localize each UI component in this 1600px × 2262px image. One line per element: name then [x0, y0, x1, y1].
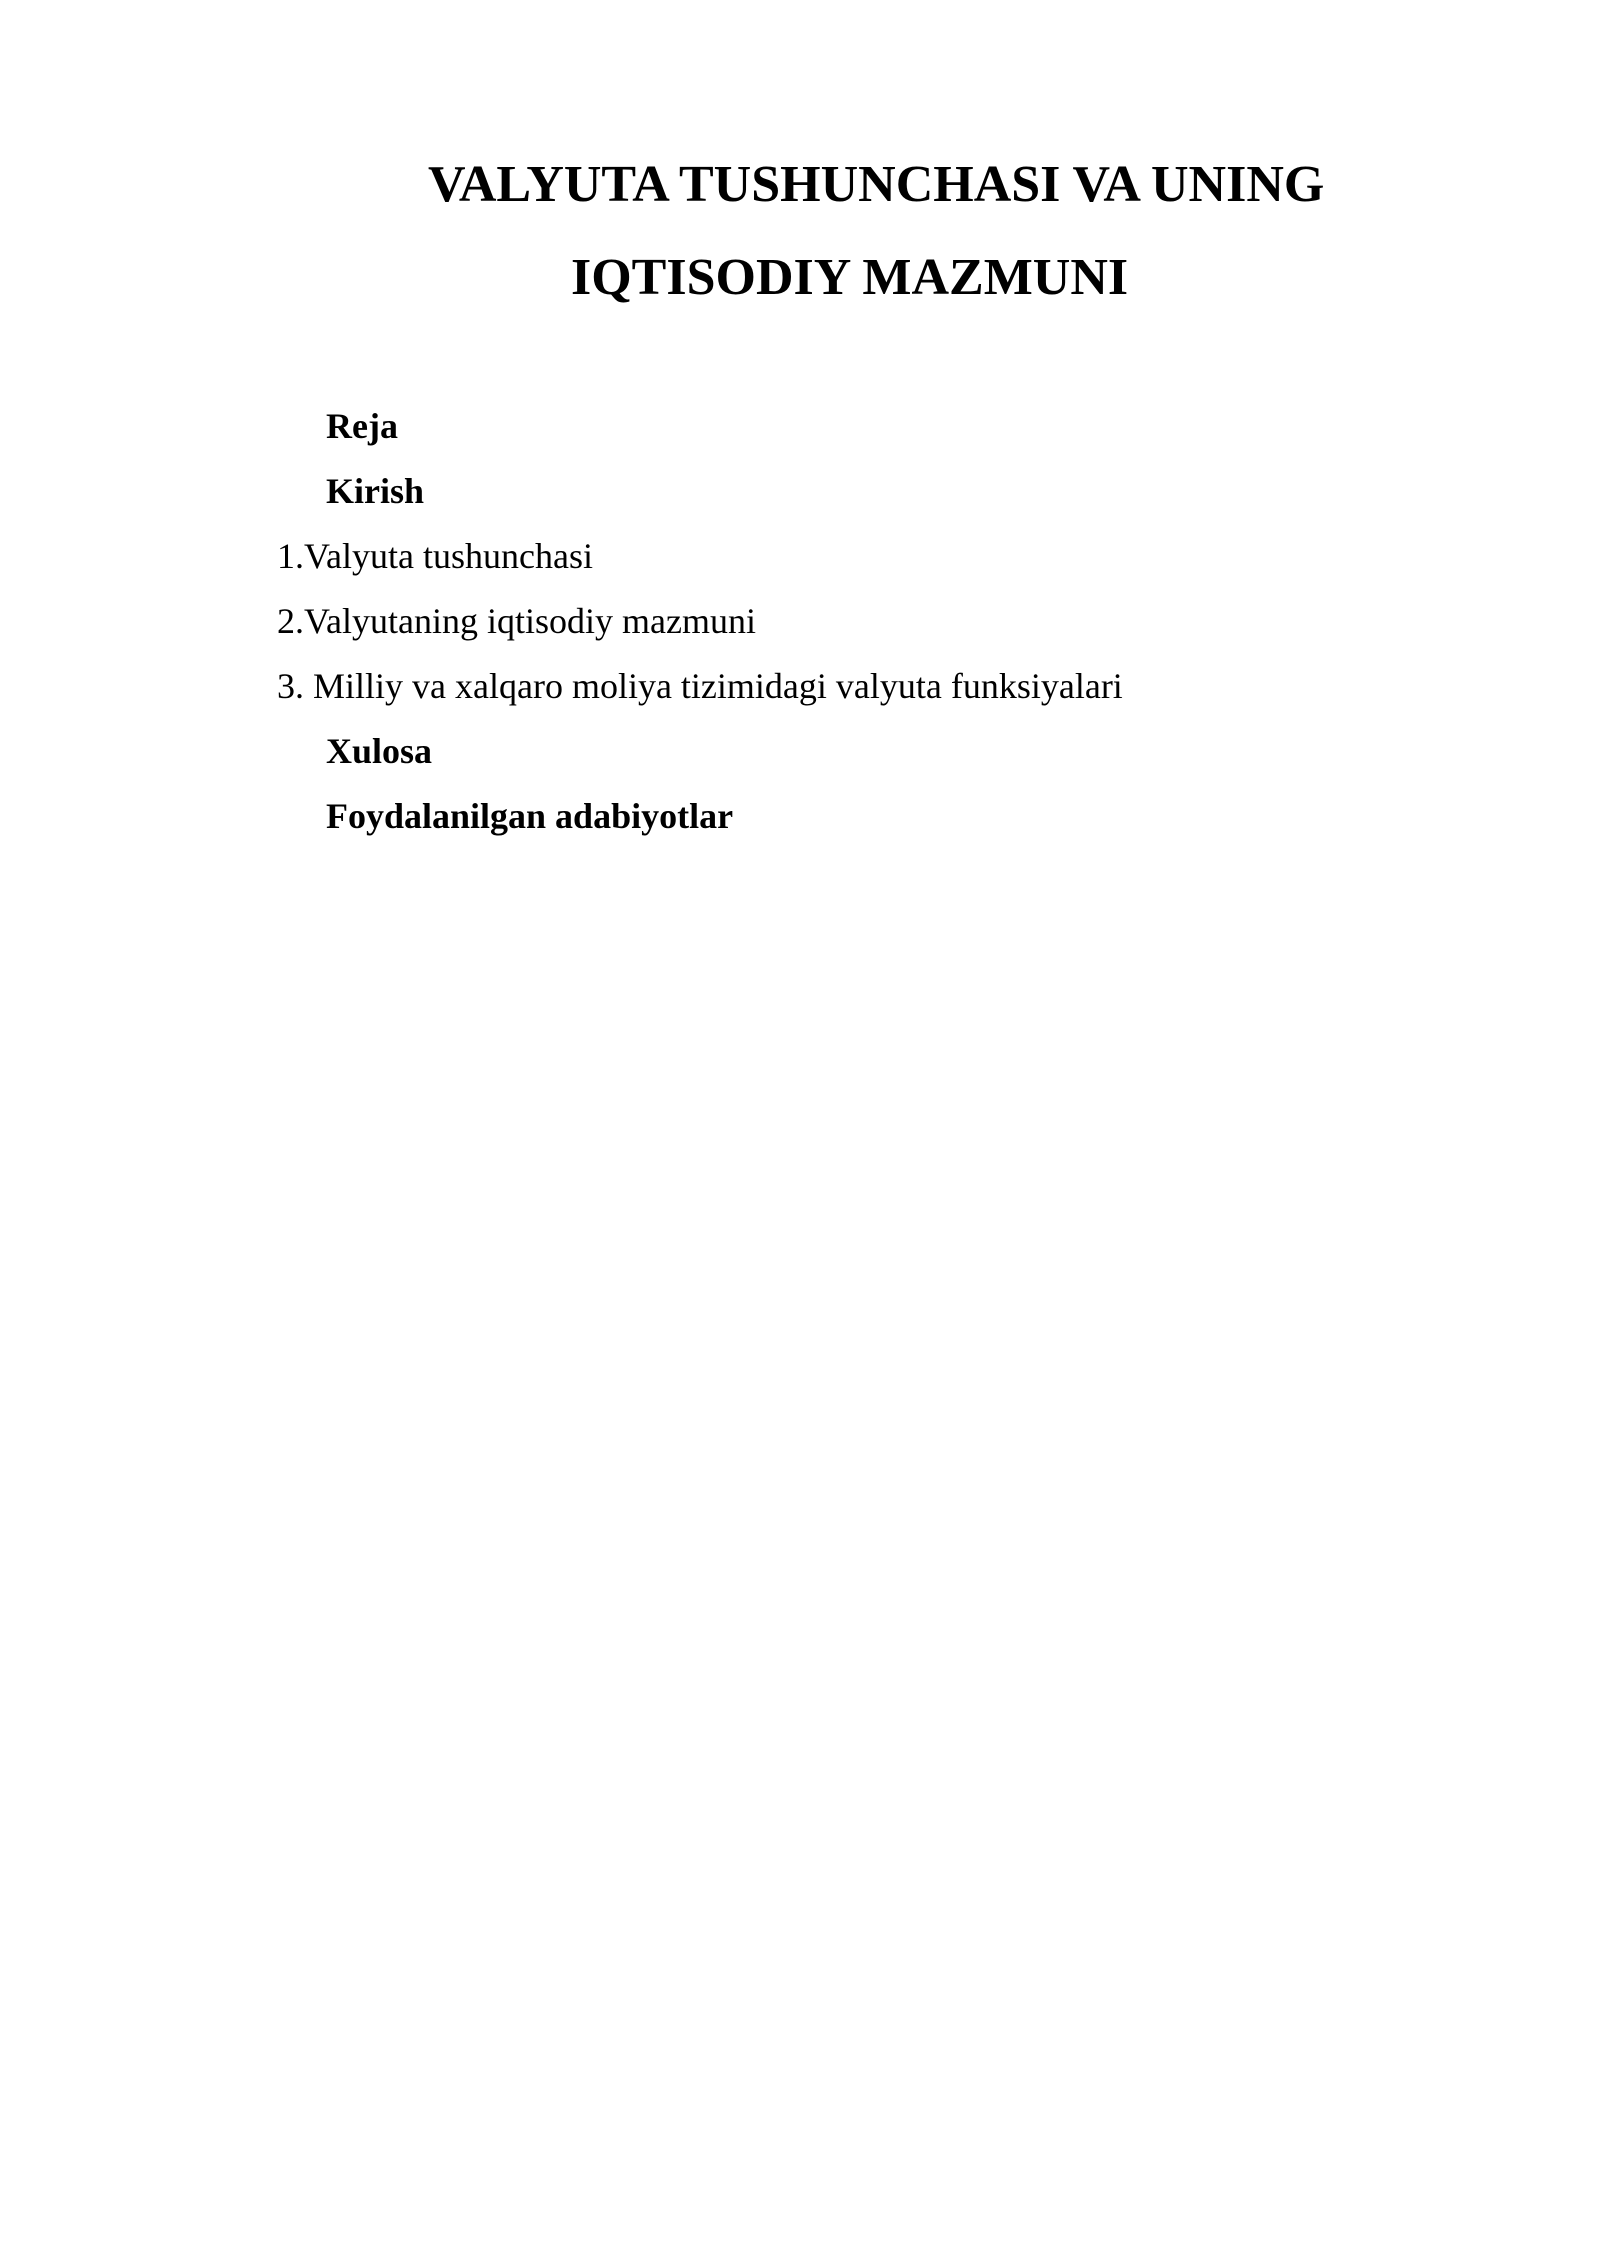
- plan-item-1: 1.Valyuta tushunchasi: [277, 536, 593, 576]
- plan-conclusion: Xulosa: [326, 731, 433, 771]
- document-title-line-1: VALYUTA TUSHUNCHASI VA UNING: [428, 156, 1325, 213]
- plan-item-2: 2.Valyutaning iqtisodiy mazmuni: [277, 601, 756, 641]
- plan-references: Foydalanilgan adabiyotlar: [326, 796, 734, 836]
- plan-intro: Kirish: [326, 471, 425, 511]
- plan-heading: Reja: [326, 406, 398, 446]
- plan-item-3: 3. Milliy va xalqaro moliya tizimidagi valyuta funksiyalari: [277, 666, 1123, 706]
- document-title-line-2: IQTISODIY MAZMUNI: [571, 249, 1129, 306]
